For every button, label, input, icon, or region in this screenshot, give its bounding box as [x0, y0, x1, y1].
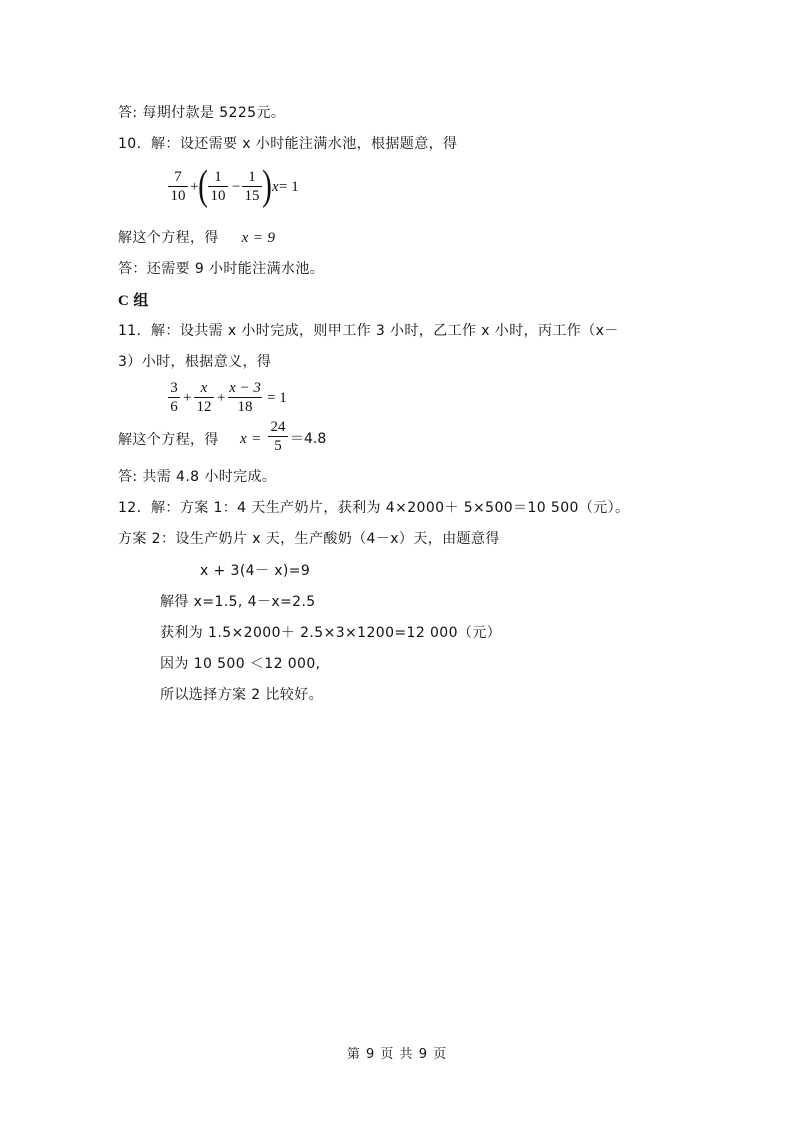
page-footer: 第 9 页 共 9 页 [346, 1047, 448, 1062]
solve-line-2: 解这个方程，得 [118, 432, 219, 448]
fraction-denominator: 15 [244, 188, 260, 204]
answer-line-3: 答: 共需 4.8 小时完成。 [118, 469, 277, 485]
plus-sign: + [217, 390, 226, 406]
plan-2-profit: 获利为 1.5×2000＋ 2.5×3×1200=12 000（元） [160, 625, 502, 641]
fraction-numerator: 24 [270, 419, 286, 435]
plus-sign: + [190, 179, 199, 195]
solve-result: ＝4.8 [290, 431, 327, 447]
fraction-denominator: 18 [237, 399, 253, 415]
fraction-x-minus-3-18 [228, 379, 262, 416]
problem-12-plan-2: 方案 2：设生产奶片 x 天，生产酸奶（4－x）天，由题意得 [118, 531, 500, 547]
solve-result: x = 9 [241, 230, 276, 246]
right-paren: ) [262, 163, 272, 209]
problem-11-solution-cont: 3）小时，根据意义，得 [118, 354, 272, 370]
plan-2-solution: 解得 x=1.5, 4－x=2.5 [160, 594, 316, 610]
problem-10-solution: 10．解：设还需要 x 小时能注满水池，根据题意，得 [118, 136, 458, 152]
equation-3 [240, 418, 350, 462]
fraction-numerator: 7 [174, 169, 182, 185]
left-paren: ( [198, 163, 208, 209]
fraction-1-10 [208, 168, 228, 205]
fraction-numerator: x [200, 380, 208, 396]
equals-sign: = [252, 431, 261, 447]
equation-rhs: = 1 [279, 179, 299, 195]
fraction-numerator: 3 [170, 380, 178, 396]
fraction-denominator: 10 [170, 188, 186, 204]
answer-line-2: 答：还需要 9 小时能注满水池。 [118, 261, 325, 277]
equation-1 [168, 163, 328, 212]
solve-line-1 [118, 228, 275, 248]
fraction-24-5 [268, 418, 288, 455]
fraction-denominator: 6 [170, 399, 178, 415]
fraction-1-15 [242, 168, 262, 205]
variable-x: x [240, 431, 247, 447]
fraction-denominator: 5 [274, 438, 282, 454]
plus-sign: + [183, 390, 192, 406]
answer-line-1: 答: 每期付款是 5225元。 [118, 105, 286, 121]
plan-2-equation: x + 3(4－ x)=9 [200, 563, 311, 579]
fraction-x-12 [194, 379, 214, 416]
minus-sign: − [232, 179, 241, 195]
fraction-denominator: 10 [210, 188, 226, 204]
fraction-numerator: 1 [248, 169, 256, 185]
solve-text: 解这个方程，得 [118, 230, 219, 246]
problem-12-plan-1: 12．解：方案 1：4 天生产奶片，获利为 4×2000＋ 5×500＝10 500（元）。 [118, 500, 630, 516]
fraction-numerator: x − 3 [229, 380, 261, 396]
section-heading-c: C 组 [118, 293, 149, 309]
fraction-3-6 [168, 379, 180, 416]
variable-x: x [272, 179, 279, 195]
conclusion-line: 所以选择方案 2 比较好。 [160, 687, 324, 703]
fraction-7-10 [168, 168, 188, 205]
comparison-line: 因为 10 500 ＜12 000, [160, 656, 321, 672]
fraction-denominator: 12 [196, 399, 212, 415]
equation-rhs: = 1 [267, 390, 287, 406]
equation-2 [168, 379, 308, 423]
fraction-numerator: 1 [214, 169, 222, 185]
problem-11-solution: 11．解：设共需 x 小时完成，则甲工作 3 小时，乙工作 x 小时，丙工作（x－ [118, 323, 619, 339]
